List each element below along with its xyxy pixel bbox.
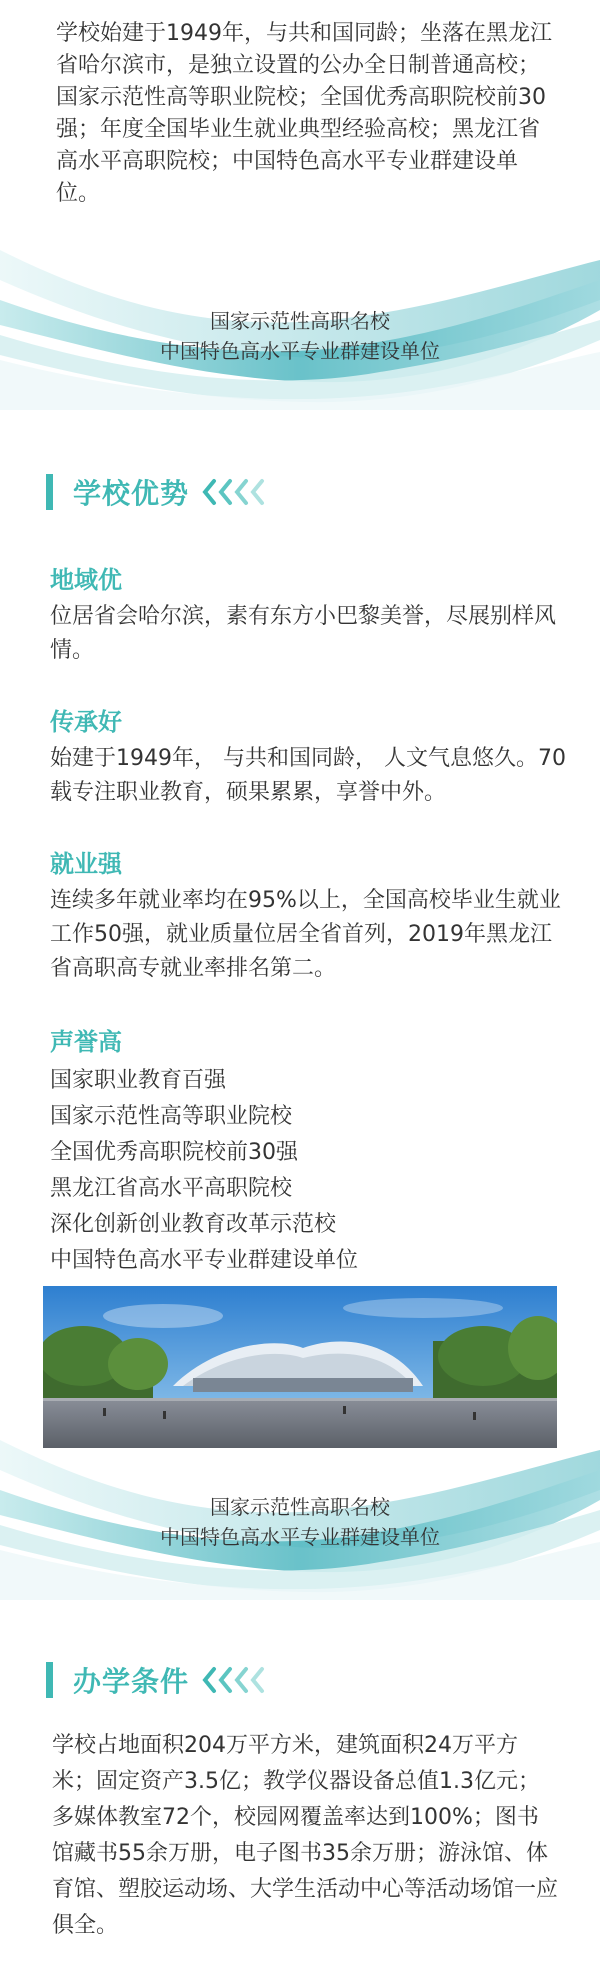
honor-list: [50, 1063, 358, 1279]
banner-line-1: 国家示范性高职名校: [210, 1495, 390, 1519]
section-accent-bar: [46, 1662, 53, 1698]
chevron-left-icons: [201, 1666, 265, 1694]
advantage-text-heritage: 始建于1949年， 与共和国同龄， 人文气息悠久。70载专注职业教育，硕果累累，享誉中外。: [50, 746, 566, 805]
chevron-left-icon: [233, 1666, 249, 1694]
advantage-text-location: 位居省会哈尔滨，素有东方小巴黎美誉，尽展别样风情。: [50, 604, 557, 663]
list-item: 全国优秀高职院校前30强: [50, 1140, 298, 1165]
chevron-left-icons: [201, 478, 265, 506]
section-header-advantages: [46, 470, 265, 514]
list-item: 中国特色高水平专业群建设单位: [50, 1248, 359, 1273]
list-item: 国家职业教育百强: [50, 1068, 227, 1093]
list-item: 黑龙江省高水平高职院校: [50, 1176, 293, 1201]
banner-line-1: 国家示范性高职名校: [210, 309, 390, 333]
chevron-left-icon: [217, 478, 233, 506]
list-item: 国家示范性高等职业院校: [50, 1104, 293, 1129]
chevron-left-icon: [201, 478, 217, 506]
section-title-advantages: 学校优势: [73, 477, 190, 510]
chevron-left-icon: [249, 478, 265, 506]
chevron-left-icon: [217, 1666, 233, 1694]
conditions-paragraph: 学校占地面积204万平方米，建筑面积24万平方米；固定资产3.5亿；教学仪器设备总值1.3亿元；多媒体教室72个，校园网覆盖率达到100%；图书馆藏书55余万册，电子图书35余万册；游泳馆、体育馆、塑胶运动场、大学生活动中心等活动场馆一应俱全。: [52, 1733, 559, 1938]
section-accent-bar: [46, 474, 53, 510]
advantage-text-employment: 连续多年就业率均在95%以上，全国高校毕业生就业工作50强，就业质量位居全省首列，2019年黑龙江省高职高专就业率排名第二。: [50, 888, 561, 981]
banner-caption-1: [0, 306, 600, 366]
banner-line-2: 中国特色高水平专业群建设单位: [160, 1525, 440, 1549]
advantage-title-reputation: 声誉高: [50, 1028, 122, 1056]
campus-photo: [43, 1286, 557, 1448]
chevron-left-icon: [233, 478, 249, 506]
section-title-conditions: 办学条件: [73, 1665, 190, 1698]
advantage-title-heritage: 传承好: [50, 708, 122, 736]
chevron-left-icon: [201, 1666, 217, 1694]
chevron-left-icon: [249, 1666, 265, 1694]
banner-caption-2: [0, 1492, 600, 1552]
intro-paragraph: 学校始建于1949年，与共和国同龄；坐落在黑龙江省哈尔滨市，是独立设置的公办全日制普通高校；国家示范性高等职业院校；全国优秀高职院校前30强；年度全国毕业生就业典型经验高校；黑龙江省高水平高职院校；中国特色高水平专业群建设单位。: [56, 21, 552, 206]
section-header-conditions: [46, 1658, 265, 1702]
banner-line-2: 中国特色高水平专业群建设单位: [160, 339, 440, 363]
advantage-title-employment: 就业强: [50, 850, 122, 878]
advantage-title-location: 地域优: [50, 566, 122, 594]
list-item: 深化创新创业教育改革示范校: [50, 1212, 337, 1237]
